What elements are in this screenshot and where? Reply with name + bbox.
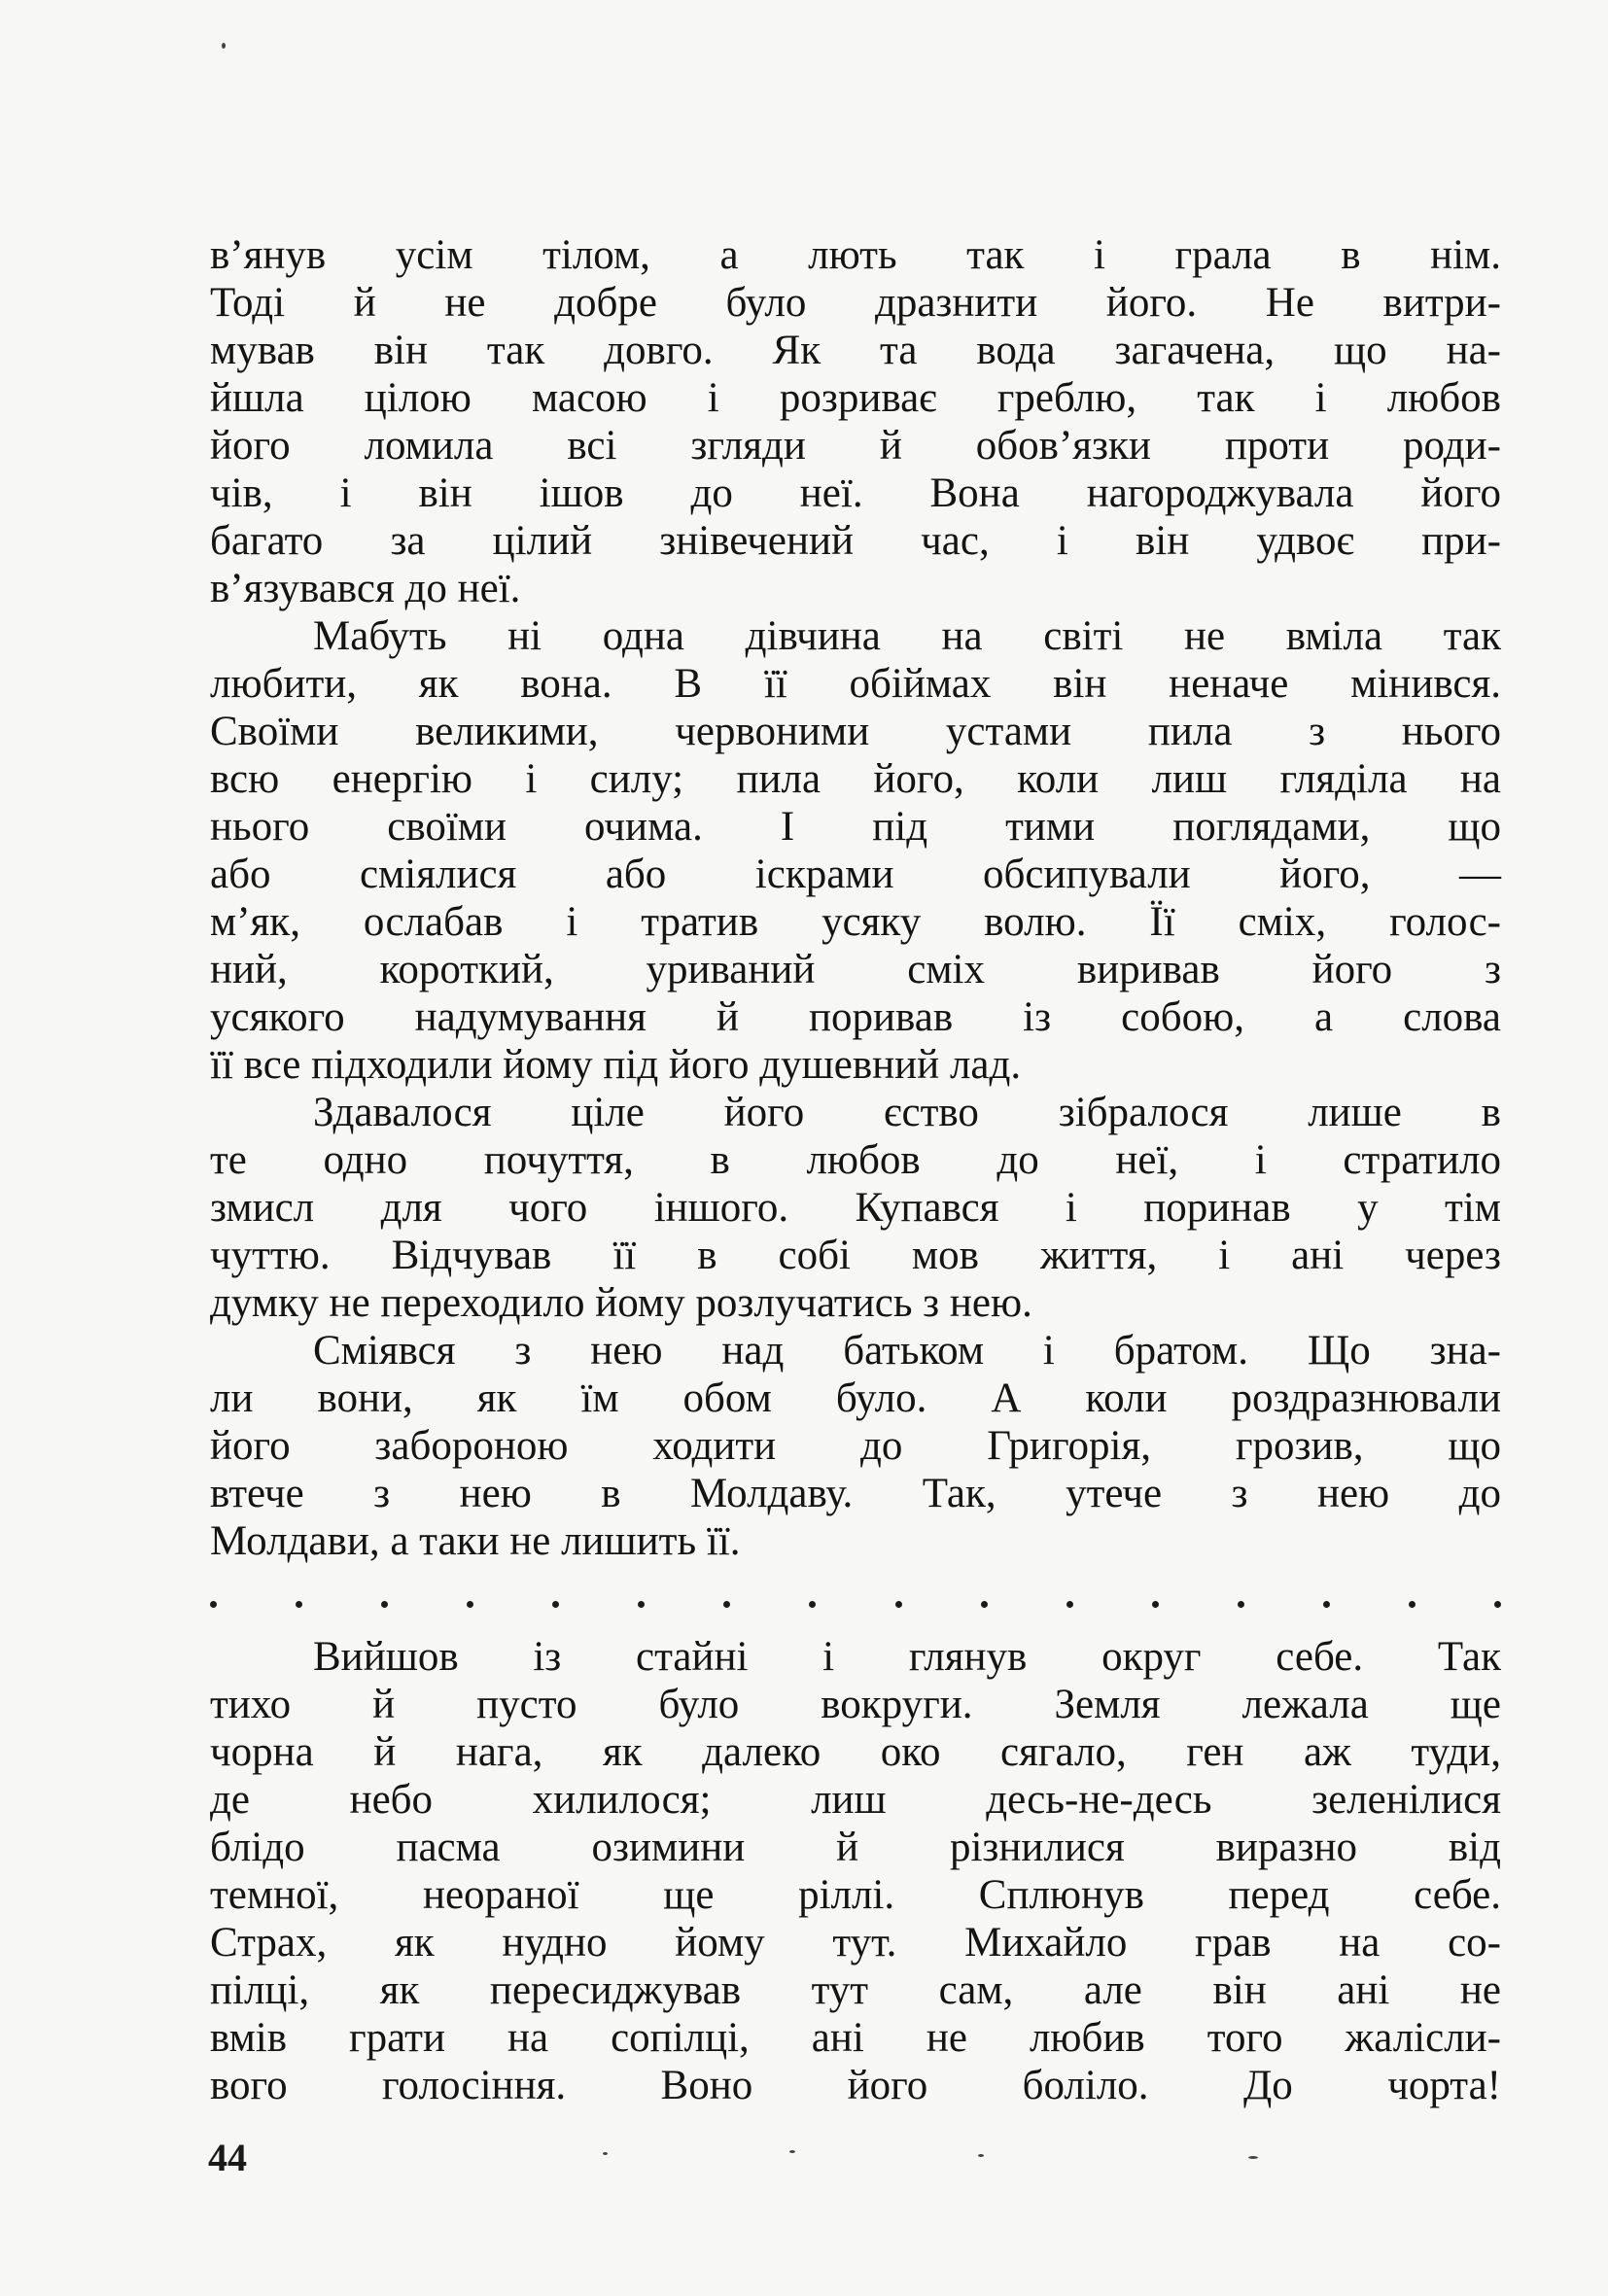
text-line: пілці, як пересиджував тут сам, але він ані не — [210, 1967, 1501, 2013]
text-line: змисл для чого іншого. Купався і поринав у тім — [210, 1185, 1501, 1231]
ellipsis-dot — [296, 1601, 302, 1608]
text-line: або сміялися або іскрами обсипували його, — — [210, 852, 1501, 897]
text-line: ний, короткий, уриваний сміх виривав його з — [210, 947, 1501, 992]
text-line: м’як, ослабав і тратив усяку волю. Її сміх, голос- — [210, 899, 1501, 945]
text-line: Здавалося ціле його єство зібралося лише в — [313, 1090, 1501, 1135]
ellipsis-dot — [1323, 1601, 1330, 1608]
text-line: Молдави, а таки не лишить її. — [210, 1518, 741, 1564]
text-line: Мабуть ні одна дівчина на світі не вміла так — [313, 613, 1501, 659]
text-line: де небо хилилося; лиш десь-не-десь зеленілися — [210, 1777, 1501, 1823]
text-line: чуттю. Відчував її в собі мов життя, і ані через — [210, 1233, 1501, 1278]
section-break-dots — [210, 1565, 1501, 1633]
text-line: всю енергію і силу; пила його, коли лиш гляділа на — [210, 756, 1501, 802]
ellipsis-dot — [1066, 1601, 1073, 1608]
text-line: любити, як вона. В її обіймах він неначе мінився. — [210, 661, 1501, 707]
ellipsis-dot — [467, 1601, 473, 1608]
text-line: тихо й пусто було вокруги. Земля лежала ще — [210, 1682, 1501, 1727]
ellipsis-dot — [809, 1601, 816, 1608]
text-line: мував він так довго. Як та вода загачена, що на- — [210, 328, 1501, 373]
text-line: Страх, як нудно йому тут. Михайло грав на со- — [210, 1920, 1501, 1966]
text-line: втече з нею в Молдаву. Так, утече з нею до — [210, 1471, 1501, 1516]
text-line: Сміявся з нею над батьком і братом. Що зна- — [313, 1328, 1501, 1374]
ellipsis-dot — [552, 1601, 559, 1608]
ellipsis-dot — [381, 1601, 388, 1608]
ellipsis-dot — [723, 1601, 730, 1608]
ellipsis-dot — [1238, 1601, 1244, 1608]
text-line: його ломила всі згляди й обов’язки проти роди- — [210, 423, 1501, 469]
ellipsis-dot — [895, 1601, 902, 1608]
text-line: її все підходили йому під його душевний лад. — [210, 1042, 1022, 1088]
text-line: багато за цілий знівечений час, і він удвоє при- — [210, 518, 1501, 564]
text-line: Вийшов із стайні і глянув округ себе. Так — [313, 1634, 1501, 1680]
ellipsis-dot — [210, 1601, 217, 1608]
text-line: Тоді й не добре було дразнити його. Не витри- — [210, 280, 1501, 326]
paragraph-5 — [210, 1633, 1501, 2109]
text-line: блідо пасма озимини й різнилися виразно від — [210, 1825, 1501, 1870]
text-line: те одно почуття, в любов до неї, і стратило — [210, 1137, 1501, 1183]
text-line: темної, неораної ще ріллі. Сплюнув перед себе. — [210, 1872, 1501, 1918]
page-speck — [978, 2154, 984, 2157]
page-speck — [789, 2150, 795, 2153]
text-line: усякого надумування й поривав із собою, а слова — [210, 994, 1501, 1040]
text-line: ли вони, як їм обом було. А коли роздразнювали — [210, 1375, 1501, 1421]
text-line: в’янув усім тілом, а лють так і грала в нім. — [210, 232, 1501, 278]
ellipsis-dot — [1152, 1601, 1159, 1608]
page-speck — [1248, 2156, 1258, 2159]
paragraph-4 — [210, 1327, 1501, 1565]
paragraph-1 — [210, 231, 1501, 612]
ellipsis-dot — [638, 1601, 645, 1608]
text-line: думку не переходило йому розлучатись з нею. — [210, 1280, 1032, 1326]
text-line: вмів грати на сопілці, ані не любив того жалісли- — [210, 2015, 1501, 2061]
page-speck — [222, 43, 226, 49]
ellipsis-dot — [1409, 1601, 1416, 1608]
page-speck — [603, 2152, 608, 2155]
text-line: в’язувався до неї. — [210, 566, 521, 611]
body-text — [210, 231, 1501, 2109]
text-line: його забороною ходити до Григорія, грозив, що — [210, 1423, 1501, 1469]
text-line: йшла цілою масою і розриває греблю, так і любов — [210, 375, 1501, 421]
paragraph-2 — [210, 612, 1501, 1089]
text-line: чів, і він ішов до неї. Вона нагороджувала його — [210, 470, 1501, 516]
text-line: чорна й нага, як далеко око сягало, ген аж туди, — [210, 1729, 1501, 1775]
text-line: нього своїми очима. І під тими поглядами, що — [210, 804, 1501, 850]
text-line: вого голосіння. Воно його боліло. До чорта! — [210, 2063, 1501, 2108]
page-number: 44 — [208, 2136, 247, 2179]
paragraph-3 — [210, 1089, 1501, 1327]
ellipsis-dot — [981, 1601, 988, 1608]
text-line: Своїми великими, червоними устами пила з нього — [210, 709, 1501, 754]
ellipsis-dot — [1494, 1601, 1501, 1608]
